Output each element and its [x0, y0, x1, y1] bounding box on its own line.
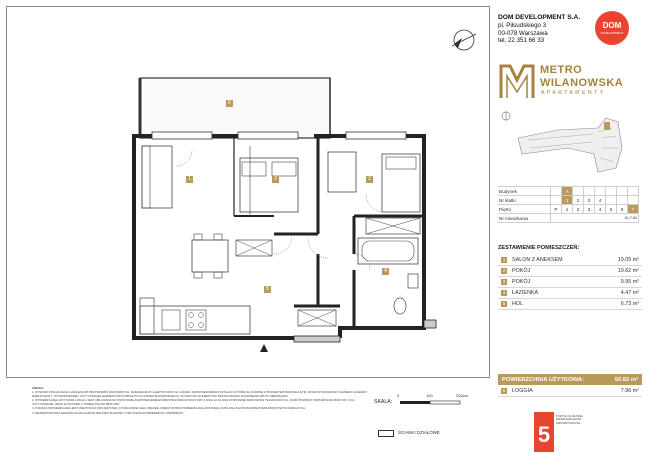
table-row [498, 187, 639, 196]
total-area-label: POWIERZCHNIA UŻYTKOWA: [502, 376, 584, 383]
cell [584, 187, 595, 196]
note-item: 2. POWIERZCHNIA UŻYTKOWA LOKALU JEST OBLICZANA NA PODSTAWIE ROZPORZĄDZENIA MINISTRA INFRASTRUKTURY Z DNIA 12.04.2002 W SPRAWIE WARUNKÓW TECHNICZNYCH, JAKIM POWINNY ODPOWIADAĆ BUDYNKI I ICH USYTUOWANIE, ORAZ W ZGODZIE Z NORMĄ PN-ISO 9836:1997. [32, 398, 355, 407]
room-area: 10.62 m² [617, 268, 639, 274]
bathtub [358, 238, 418, 264]
cell [551, 196, 562, 205]
cell [551, 187, 562, 196]
cell [595, 187, 606, 196]
list-item [498, 299, 642, 310]
scale-tick-1: 100 [426, 393, 433, 398]
room-label-6: 6 [226, 100, 233, 107]
cell [606, 196, 617, 205]
loggia-area [140, 78, 330, 138]
room-name: HOL [512, 301, 524, 307]
site-plan-thumbnail [498, 108, 642, 182]
cell: 2 [573, 205, 584, 214]
list-item [498, 288, 642, 299]
cell [617, 196, 628, 205]
logo-subtext: DEVELOPMENT [600, 31, 624, 35]
scale-tick-2: 200cm [456, 393, 469, 398]
cell: 6 [617, 205, 628, 214]
desk [328, 152, 356, 192]
company-phone: tel. 22 351 66 33 [498, 37, 545, 45]
north-arrow-icon [452, 30, 476, 50]
cell: 7 [628, 205, 639, 214]
room-area: 6.73 m² [620, 301, 639, 307]
note-item: 4. PRZEDSTAWIONA ARANŻACJA MA CHARAKTER PRZYKŁADOWY I NIE STANOWI PRZEDMIOTU SPRZEDAŻY. [32, 410, 184, 415]
room-number: 6 [502, 387, 506, 393]
room-label-4: 4 [382, 268, 389, 275]
cell: 2 [573, 196, 584, 205]
window [346, 132, 406, 139]
room-label-2: 2 [366, 176, 373, 183]
sink [408, 274, 418, 288]
window [152, 132, 212, 139]
room-name: SALON Z ANEKSEM [512, 257, 563, 263]
room-number: 5 [502, 300, 506, 306]
cell: 4 [595, 205, 606, 214]
cell: 3 [584, 196, 595, 205]
cell [628, 187, 639, 196]
table-row [498, 196, 639, 205]
cell: A [562, 187, 573, 196]
company-address-line2: 00-078 Warszawa [498, 29, 548, 37]
partition-wall-legend-label: ŚCIANKI DZIAŁOWE [398, 430, 440, 435]
brand-line2: WILANOWSKA [540, 77, 624, 89]
grupa-5-logo-icon [534, 412, 554, 452]
toilet [394, 298, 406, 314]
window [238, 132, 298, 139]
scale-label: SKALA: [374, 399, 393, 405]
dom-development-logo [595, 11, 629, 45]
bed [240, 158, 298, 212]
total-area-value: 50.82 m² [614, 376, 638, 383]
sofa [142, 146, 172, 208]
partition-wall-legend-swatch [378, 430, 394, 437]
room-number: 1 [502, 256, 506, 262]
dining-table [192, 240, 228, 272]
list-item [498, 277, 642, 288]
notes-title: UWAGA: [32, 386, 45, 390]
company-info [498, 14, 580, 45]
cell [606, 187, 617, 196]
room-area: 4.47 m² [620, 290, 639, 296]
cell: 4 [595, 196, 606, 205]
project-brand [498, 58, 642, 106]
cell: 1 [562, 196, 573, 205]
row-label: Budynek [498, 187, 551, 196]
room-label-5: 5 [264, 286, 271, 293]
list-item [498, 386, 642, 397]
brand-line3: APARTAMENTY [541, 90, 606, 96]
floor-plan [6, 6, 490, 378]
company-address-line1: pl. Piłsudskiego 3 [498, 21, 547, 29]
entrance-marker [260, 344, 268, 352]
room-number: 3 [502, 278, 506, 284]
cell [617, 187, 628, 196]
table-row [498, 214, 639, 223]
room-name: POKÓJ [512, 279, 531, 285]
metro-m-logo-icon [498, 60, 536, 100]
total-area-bar [498, 374, 642, 385]
notes-block [32, 386, 370, 415]
apartment-info-table [498, 186, 639, 223]
cell: 5 [606, 205, 617, 214]
list-item [498, 255, 642, 266]
room-area: 7.96 m² [620, 388, 639, 394]
note-item: 3. PODANA POWIERZCHNIA JEST WARTOŚCIĄ PROJEKTOWĄ, KTÓRA MOŻE ULEC ZMIANIE, RZECZYWISTA POWIERZCHNIA ZOSTANIE USTALONA NA PODSTAWIE POMIARÓW POWYKONAWCZYCH. [32, 406, 306, 411]
room-area: 9.95 m² [620, 279, 639, 285]
logo-text: DOM [602, 21, 622, 30]
company-name: DOM DEVELOPMENT S.A. [498, 14, 581, 21]
room-label-1: 1 [186, 176, 193, 183]
bed [382, 154, 420, 212]
room-number: 2 [502, 267, 506, 273]
room-number: 4 [502, 289, 506, 295]
row-label: Piętro [498, 205, 551, 214]
cell: 1 [562, 205, 573, 214]
note-item: 1. RYSUNKI POKAZUJĄCE LOKALIZACJĘ PRZYBORÓW SANITARNYCH, RODZIELNICZY ELEKTRYCZNYCH, GNIAZD, DOPROWADZENIA INSTALACJI KTÓRE SĄ ZGODNE Z PROJEKTEM BUDOWLANYM. WODA WYKONAWCZY ZAWIERA SCHEMAT RZECZYWISTY, WYMIAROWANIE I USYTUOWANIE ELEMENTÓW KOMPLETNYCH PRZEZ BUDOWNICZEGO, WYSOKOŚĆ ELEMENTÓW PRZYKŁADOWO W ZAKRESIE RZUTU MIESZKANIA. [32, 390, 367, 399]
rooms-title: ZESTAWIENIE POMIESZCZEŃ: [498, 245, 580, 251]
room-name: LOGGIA [512, 388, 533, 394]
brand-line1: METRO [540, 64, 583, 76]
room-name: ŁAZIENKA [512, 290, 539, 296]
cell [628, 196, 639, 205]
architect-caption: POMYSŁ NA WŁASNE MIESZKANIE GRUPA ARKITEKTONICZNA [556, 415, 583, 425]
room-area: 19.05 m² [617, 257, 639, 263]
scale-tick-0: 0 [397, 393, 400, 398]
cell: 3 [584, 205, 595, 214]
cell [573, 187, 584, 196]
table-row [498, 205, 639, 214]
cell: A1.7.84 [551, 214, 639, 223]
row-label: Nr mieszkania [498, 214, 551, 223]
room-name: POKÓJ [512, 268, 531, 274]
room-label-3: 3 [272, 176, 279, 183]
cell: P [551, 205, 562, 214]
list-item [498, 266, 642, 277]
row-label: Nr klatki [498, 196, 551, 205]
svg-text:5: 5 [537, 422, 551, 447]
